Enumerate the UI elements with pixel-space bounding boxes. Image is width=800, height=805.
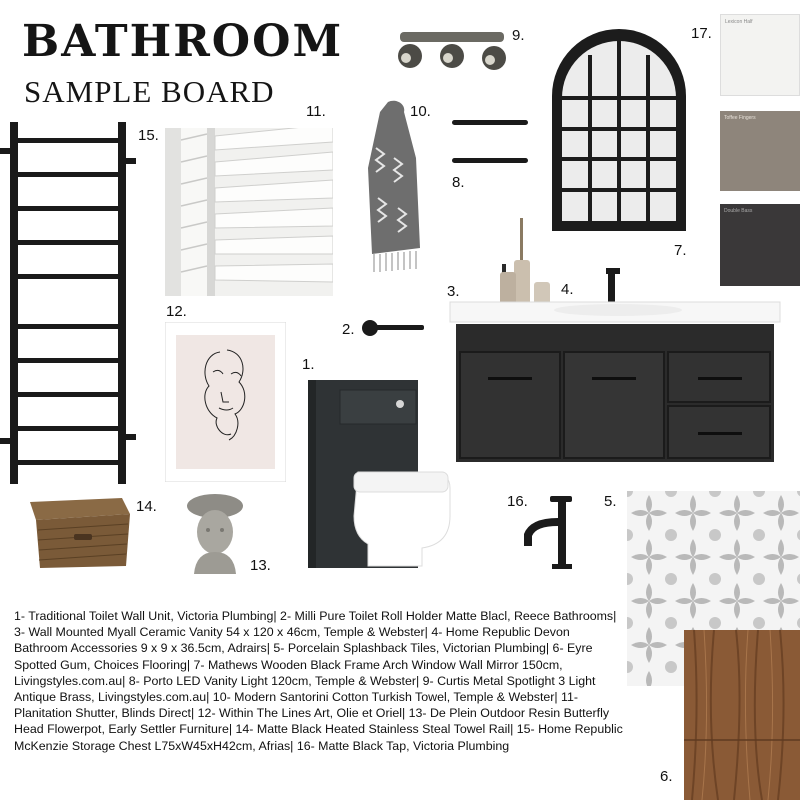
label-5: 5. <box>604 493 617 510</box>
label-1: 1. <box>302 356 315 373</box>
shutter-image <box>165 128 333 296</box>
towel-rail-image <box>0 118 140 488</box>
arch-mirror-image <box>548 25 690 235</box>
toilet-roll-holder-image <box>360 316 426 340</box>
swatch-name: Lexicon Half <box>725 19 753 25</box>
label-11: 11. <box>306 103 326 120</box>
swatch-name: Double Bass <box>724 208 753 214</box>
board-title: BATHROOM <box>22 16 344 67</box>
paint-swatch-lexicon-half <box>720 14 800 96</box>
label-3: 3. <box>447 283 460 300</box>
toilet-unit-image <box>304 376 454 570</box>
paint-swatch-toffee-fingers <box>720 111 800 191</box>
storage-chest-image <box>22 494 134 570</box>
label-13: 13. <box>250 557 271 574</box>
label-14: 14. <box>136 498 157 515</box>
swatch-name: Toffee Fingers <box>724 115 756 121</box>
label-4: 4. <box>561 281 574 298</box>
label-15: 15. <box>138 127 159 144</box>
timber-floor-image <box>684 630 800 800</box>
label-2: 2. <box>342 321 355 338</box>
line-art-print-image <box>165 322 286 482</box>
label-10: 10. <box>410 103 431 120</box>
label-8: 8. <box>452 174 465 191</box>
label-6: 6. <box>660 768 673 785</box>
label-12: 12. <box>166 303 187 320</box>
label-9: 9. <box>512 27 525 44</box>
towel-image <box>366 98 422 276</box>
head-planter-image <box>182 492 248 576</box>
spotlight-image <box>394 26 514 74</box>
vanity-light-image <box>450 116 530 166</box>
label-7: 7. <box>674 242 687 259</box>
product-caption: 1- Traditional Toilet Wall Unit, Victoria Plumbing| 2- Milli Pure Toilet Roll Holder Matte Blacl, Reece Bathrooms| 3- Wall Mounted Myall Ceramic Vanity 54 x 120 x 46cm, Temple & Webster| 4- Home Republic Devon Bathroom Accessories 9 x 9 x 36.5cm, Adrairs| 5- Porcelain Splashback Tiles, Victorian Plumbing| 6- Eyre Spotted Gum, Choices Flooring| 7- Mathews Wooden Black Frame Arch Window Wall Mirror 150cm, Livingstyles.com.au| 8- Porto LED Vanity Light 120cm, Temple & Webster| 9- Curtis Metal Spotlight 3 Light Antique Brass, Livingstyles.com.au| 10- Modern Santorini Cotton Turkish Towel, Temple & Webster| 11- Planitation Shutter, Blinds Direct| 12- Within The Lines Art, Olie et Oriel| 13- De Plein Outdoor Resin Butterfly Head Flowerpot, Early Settler Furniture| 14- Matte Black Heated Stainless Steal Towel Rail| 15- Home Republic McKenzie Storage Chest L75xW45xH42cm, Afrias| 16- Matte Black Tap, Victoria Plumbing <box>14 609 623 753</box>
label-17: 17. <box>691 25 712 42</box>
board-subtitle: SAMPLE BOARD <box>24 74 275 109</box>
label-16: 16. <box>507 493 528 510</box>
vanity-image <box>448 210 782 464</box>
